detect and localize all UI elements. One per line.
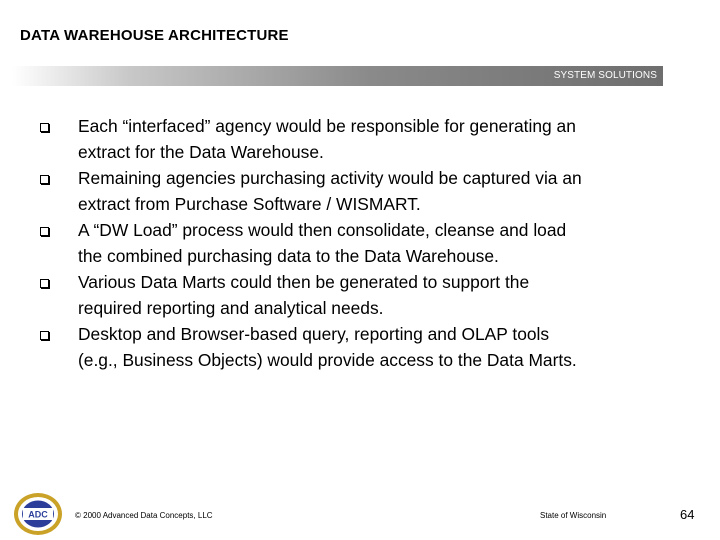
bullet-line-2: (e.g., Business Objects) would provide access to the Data Marts.	[78, 350, 577, 370]
checkbox-bullet-icon	[40, 279, 49, 288]
bullet-item-3	[40, 217, 680, 269]
bullet-line-1: A “DW Load” process would then consolidate, cleanse and load	[78, 220, 567, 240]
bullet-item-1	[40, 113, 680, 165]
checkbox-bullet-icon	[40, 227, 49, 236]
bullet-line-1: Remaining agencies purchasing activity would be captured via an	[78, 168, 582, 188]
adc-logo-icon	[8, 488, 68, 538]
bullet-item-2	[40, 165, 680, 217]
banner-label: SYSTEM SOLUTIONS	[553, 70, 657, 81]
bullet-line-1: Each “interfaced” agency would be responsible for generating an	[78, 116, 576, 136]
bullet-list	[40, 113, 680, 373]
bullet-line-1: Various Data Marts could then be generated to support the	[78, 272, 530, 292]
bullet-item-4	[40, 269, 680, 321]
copyright-text: © 2000 Advanced Data Concepts, LLC	[75, 511, 213, 520]
bullet-line-2: required reporting and analytical needs.	[78, 298, 384, 318]
bullet-line-2: extract for the Data Warehouse.	[78, 142, 324, 162]
checkbox-bullet-icon	[40, 331, 49, 340]
bullet-item-5	[40, 321, 680, 373]
section-banner	[12, 66, 663, 86]
footer-organization: State of Wisconsin	[540, 511, 607, 520]
bullet-line-2: the combined purchasing data to the Data Warehouse.	[78, 246, 499, 266]
checkbox-bullet-icon	[40, 123, 49, 132]
checkbox-bullet-icon	[40, 175, 49, 184]
bullet-line-1: Desktop and Browser-based query, reporting and OLAP tools	[78, 324, 550, 344]
logo-text: ADC	[28, 509, 48, 520]
page-number: 64	[680, 507, 695, 522]
page-title: DATA WAREHOUSE ARCHITECTURE	[20, 27, 289, 44]
bullet-line-2: extract from Purchase Software / WISMART.	[78, 194, 421, 214]
